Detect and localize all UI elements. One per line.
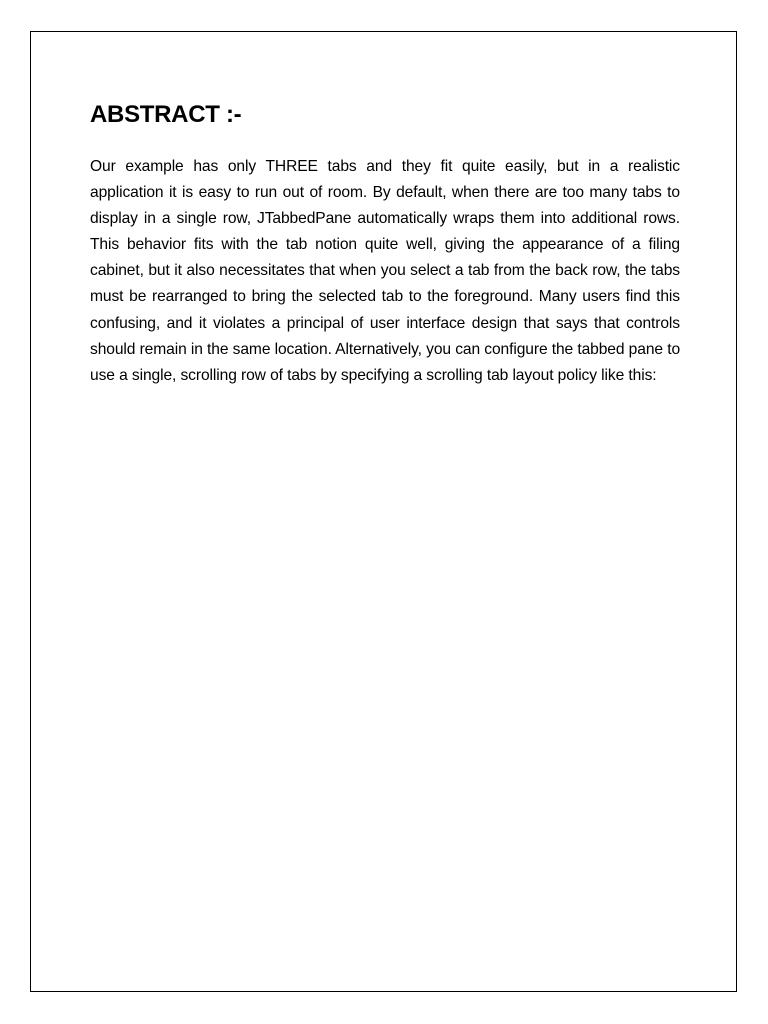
- document-content: [90, 98, 680, 389]
- abstract-paragraph: Our example has only THREE tabs and they fit quite easily, but in a realistic application it is easy to run out of room. By default, when there are too many tabs to display in a single row, JTabbedPane automatically wraps them into additional rows. This behavior fits with the tab notion quite well, giving the appearance of a filing cabinet, but it also necessitates that when you select a tab from the back row, the tabs must be rearranged to bring the selected tab to the foreground. Many users find this confusing, and it violates a principal of user interface design that says that controls should remain in the same location. Alternatively, you can configure the tabbed pane to use a single, scrolling row of tabs by specifying a scrolling tab layout policy like this:: [90, 158, 681, 384]
- abstract-heading: ABSTRACT :-: [90, 101, 242, 128]
